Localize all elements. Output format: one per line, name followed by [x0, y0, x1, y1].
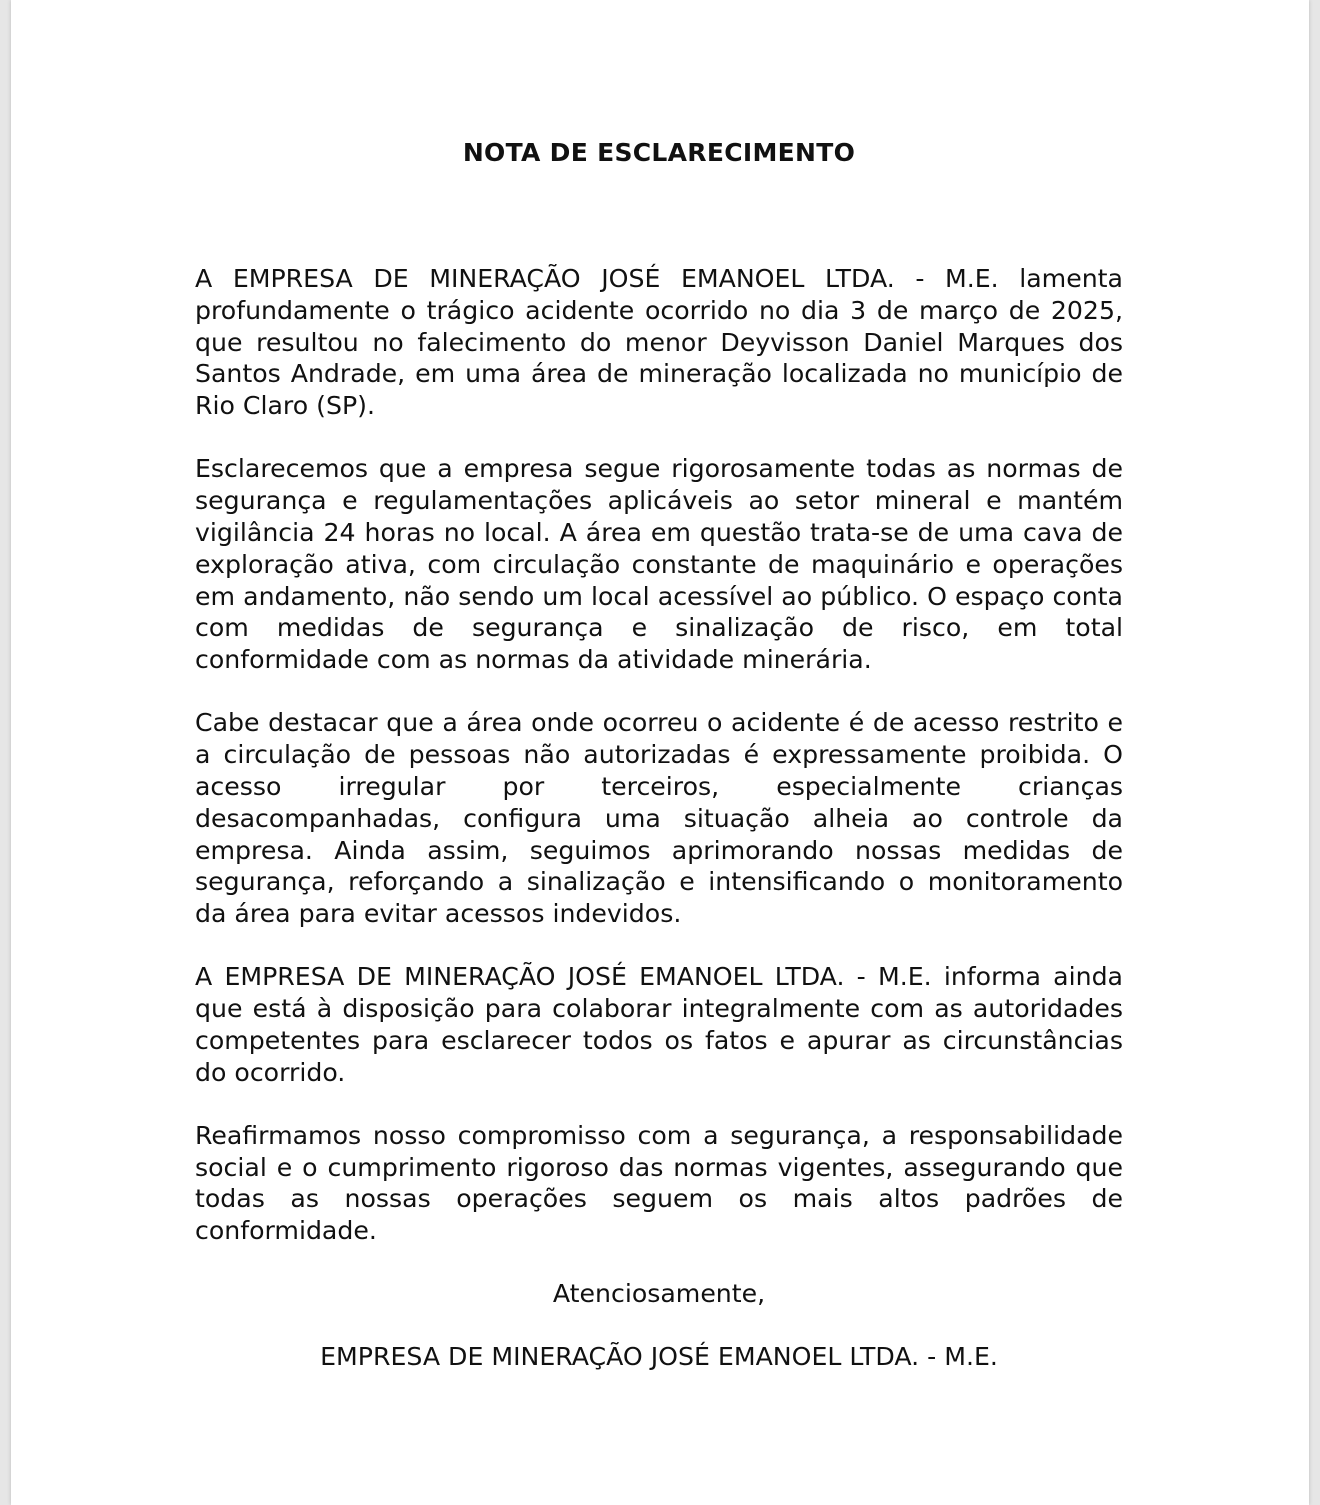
paragraph-5: Reafirmamos nosso compromisso com a segurança, a responsabilidade social e o cumprimento rigoroso das normas vigentes, assegurando que todas as nossas operações seguem os mais altos padrões de conformidade. [195, 1120, 1123, 1246]
paragraph-4: A EMPRESA DE MINERAÇÃO JOSÉ EMANOEL LTDA. - M.E. informa ainda que está à disposição para colaborar integralmente com as autoridades competentes para esclarecer todos os fatos e apurar as circunstâncias do ocorrido. [195, 962, 1123, 1087]
document-title: NOTA DE ESCLARECIMENTO [462, 138, 856, 167]
paragraph-2: Esclarecemos que a empresa segue rigorosamente todas as normas de segurança e regulamentações aplicáveis ao setor mineral e mantém vigilância 24 horas no local. A área em questão trata-se de uma cava de exploração ativa, com circulação constante de maquinário e operações em andamento, não sendo um local acessível ao público. O espaço conta com medidas de segurança e sinalização de risco, em total conformidade com as normas da atividade minerária. [195, 454, 1123, 675]
closing-salutation: Atenciosamente, [552, 1279, 766, 1309]
signature-company: EMPRESA DE MINERAÇÃO JOSÉ EMANOEL LTDA. - M.E. [320, 1341, 998, 1371]
paragraph-3: Cabe destacar que a área onde ocorreu o acidente é de acesso restrito e a circulação de pessoas não autorizadas é expressamente proibida. O acesso irregular por terceiros, especialmente crianças desacompanhadas, configura uma situação alheia ao controle da empresa. Ainda assim, seguimos aprimorando nossas medidas de segurança, reforçando a sinalização e intensificando o monitoramento da área para evitar acessos indevidos. [195, 708, 1123, 929]
paragraph-1: A EMPRESA DE MINERAÇÃO JOSÉ EMANOEL LTDA. - M.E. lamenta profundamente o trágico acidente ocorrido no dia 3 de março de 2025, que resultou no falecimento do menor Deyvisson Daniel Marques dos Santos Andrade, em uma área de mineração localizada no município de Rio Claro (SP). [195, 264, 1123, 421]
document-body [195, 136, 1123, 1372]
document-page [11, 0, 1309, 1505]
